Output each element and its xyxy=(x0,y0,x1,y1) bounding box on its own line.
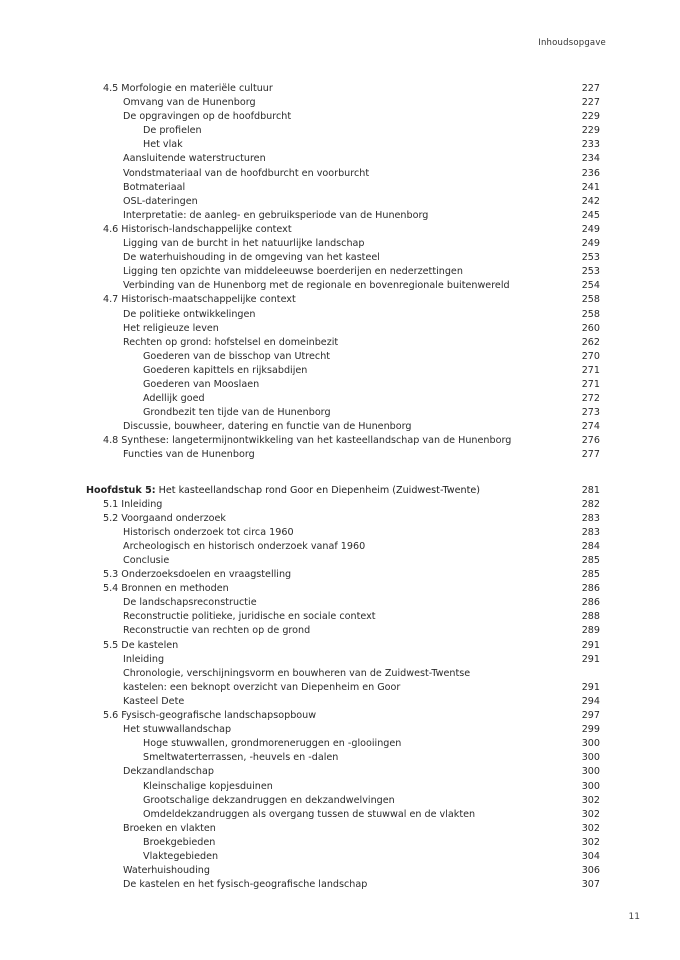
toc-entry-page: 276 xyxy=(581,435,600,447)
toc-entry xyxy=(86,181,600,195)
toc-entry-page: 229 xyxy=(581,125,600,137)
toc-entry-title: Vondstmateriaal van de hoofdburcht en voorburcht xyxy=(123,167,370,179)
toc-entry-page: 302 xyxy=(581,808,600,820)
toc-entry xyxy=(86,434,600,448)
toc-entry xyxy=(86,420,600,434)
toc-entry-title: Het stuwwallandschap xyxy=(123,724,232,736)
toc-entry-page: 283 xyxy=(581,526,600,538)
toc-entry xyxy=(86,526,600,540)
toc-entry-page: 299 xyxy=(581,724,600,736)
toc-entry-title: Grootschalige dekzandruggen en dekzandwelvingen xyxy=(143,794,395,806)
toc-section-chapter-5 xyxy=(86,498,600,893)
toc-entry xyxy=(86,209,600,223)
chapter-page: 281 xyxy=(581,484,600,496)
toc-entry-title: Goederen van de bisschop van Utrecht xyxy=(143,350,331,362)
toc-entry-page: 300 xyxy=(581,752,600,764)
toc-entry-page: 274 xyxy=(581,421,600,433)
toc-entry-page: 227 xyxy=(581,97,600,109)
toc-entry-page: 229 xyxy=(581,111,600,123)
toc-entry xyxy=(86,392,600,406)
toc-entry-title: Aansluitende waterstructuren xyxy=(123,153,266,165)
toc-entry-title: Broekgebieden xyxy=(143,836,216,848)
toc-entry-title: Het religieuze leven xyxy=(123,322,219,334)
toc-entry-title: Goederen kapittels en rijksabdijen xyxy=(143,364,308,376)
toc-entry xyxy=(86,96,600,110)
toc-entry xyxy=(86,723,600,737)
toc-entry-title: Goederen van Mooslaen xyxy=(143,378,260,390)
toc-entry-title: 5.4 Bronnen en methoden xyxy=(103,583,229,595)
toc-entry-page: 258 xyxy=(581,294,600,306)
chapter-title-line xyxy=(86,484,600,498)
toc-entry-title: Reconstructie politieke, juridische en sociale context xyxy=(123,611,376,623)
chapter-gap xyxy=(86,463,600,484)
toc-entry xyxy=(86,322,600,336)
toc-entry-page: 273 xyxy=(581,407,600,419)
toc-entry-title: Broeken en vlakten xyxy=(123,822,216,834)
toc-entry-title: Functies van de Hunenborg xyxy=(123,449,255,461)
toc-entry xyxy=(86,152,600,166)
toc-entry-title: Botmateriaal xyxy=(123,181,186,193)
toc-entry-page: 291 xyxy=(581,681,600,693)
toc-entry-title: Omdeldekzandruggen als overgang tussen de stuwwal en de vlakten xyxy=(143,808,476,820)
toc-entry-page: 241 xyxy=(581,181,600,193)
toc-entry-page: 307 xyxy=(581,879,600,891)
toc-entry-title: kastelen: een beknopt overzicht van Diepenheim en Goor xyxy=(123,681,401,693)
toc-entry xyxy=(86,681,600,695)
toc-entry xyxy=(86,667,600,681)
toc-entry-page: 234 xyxy=(581,153,600,165)
toc-entry xyxy=(86,237,600,251)
toc-entry xyxy=(86,794,600,808)
toc-entry xyxy=(86,223,600,237)
toc-entry xyxy=(86,498,600,512)
toc-entry-title: Discussie, bouwheer, datering en functie van de Hunenborg xyxy=(123,421,412,433)
toc-entry-title: 5.5 De kastelen xyxy=(103,639,179,651)
toc-entry xyxy=(86,596,600,610)
toc-entry-title: Dekzandlandschap xyxy=(123,766,214,778)
table-of-contents xyxy=(86,82,600,892)
toc-entry xyxy=(86,653,600,667)
toc-entry-page: 302 xyxy=(581,836,600,848)
toc-entry-title: Interpretatie: de aanleg- en gebruiksperiode van de Hunenborg xyxy=(123,209,429,221)
toc-entry-page: 286 xyxy=(581,597,600,609)
toc-entry-page: 282 xyxy=(581,498,600,510)
toc-entry-title: 5.1 Inleiding xyxy=(103,498,163,510)
toc-entry xyxy=(86,265,600,279)
toc-entry xyxy=(86,582,600,596)
toc-entry xyxy=(86,279,600,293)
toc-entry-page: 285 xyxy=(581,569,600,581)
toc-entry-title: Verbinding van de Hunenborg met de regionale en bovenregionale buitenwereld xyxy=(123,280,510,292)
toc-entry xyxy=(86,138,600,152)
toc-entry-page: 297 xyxy=(581,710,600,722)
toc-entry-title: De opgravingen op de hoofdburcht xyxy=(123,111,292,123)
toc-entry xyxy=(86,568,600,582)
toc-entry-title: De kastelen en het fysisch-geografische landschap xyxy=(123,879,368,891)
toc-entry-page: 249 xyxy=(581,223,600,235)
toc-entry-page: 270 xyxy=(581,350,600,362)
toc-entry-page: 253 xyxy=(581,252,600,264)
toc-entry-page: 302 xyxy=(581,822,600,834)
toc-section-chapter-4 xyxy=(86,82,600,463)
toc-entry-page: 300 xyxy=(581,780,600,792)
toc-entry xyxy=(86,765,600,779)
toc-entry xyxy=(86,448,600,462)
chapter-title: Het kasteellandschap rond Goor en Diepenheim (Zuidwest-Twente) xyxy=(155,484,481,496)
toc-entry-title: Historisch onderzoek tot circa 1960 xyxy=(123,526,294,538)
toc-entry xyxy=(86,251,600,265)
toc-entry-page: 306 xyxy=(581,865,600,877)
page-number: 11 xyxy=(628,912,640,922)
toc-entry xyxy=(86,540,600,554)
toc-entry-title: De politieke ontwikkelingen xyxy=(123,308,256,320)
toc-entry xyxy=(86,336,600,350)
toc-entry-title: Vlaktegebieden xyxy=(143,850,219,862)
toc-entry xyxy=(86,110,600,124)
toc-entry-title: 4.6 Historisch-landschappelijke context xyxy=(103,223,292,235)
toc-entry-page: 284 xyxy=(581,540,600,552)
toc-entry xyxy=(86,624,600,638)
toc-entry-page: 288 xyxy=(581,611,600,623)
toc-entry xyxy=(86,808,600,822)
toc-entry-page: 285 xyxy=(581,555,600,566)
toc-entry xyxy=(86,406,600,420)
toc-entry-title: Archeologisch en historisch onderzoek vanaf 1960 xyxy=(123,540,366,552)
toc-entry xyxy=(86,864,600,878)
toc-entry-page: 286 xyxy=(581,583,600,595)
toc-entry-title: Reconstructie van rechten op de grond xyxy=(123,625,311,637)
toc-entry-page: 271 xyxy=(581,378,600,390)
toc-entry xyxy=(86,836,600,850)
toc-entry-title: OSL-dateringen xyxy=(123,195,198,207)
toc-entry xyxy=(86,822,600,836)
toc-entry-page: 236 xyxy=(581,167,600,179)
toc-entry-page: 283 xyxy=(581,512,600,524)
toc-entry-title: 4.5 Morfologie en materiële cultuur xyxy=(103,83,273,94)
toc-entry-page: 258 xyxy=(581,308,600,320)
toc-entry-title: 4.8 Synthese: langetermijnontwikkeling van het kasteellandschap van de Hunenborg xyxy=(103,435,512,447)
toc-entry xyxy=(86,364,600,378)
toc-entry-title: 5.2 Voorgaand onderzoek xyxy=(103,512,226,524)
toc-entry-title: De landschapsreconstructie xyxy=(123,597,257,609)
toc-entry-page: 277 xyxy=(581,449,600,461)
toc-entry-page: 291 xyxy=(581,653,600,665)
toc-entry xyxy=(86,350,600,364)
toc-entry xyxy=(86,293,600,307)
toc-entry-title: Omvang van de Hunenborg xyxy=(123,97,256,109)
toc-entry-page: 253 xyxy=(581,266,600,278)
toc-entry-title: De waterhuishouding in de omgeving van het kasteel xyxy=(123,252,380,264)
toc-entry xyxy=(86,124,600,138)
toc-entry xyxy=(86,195,600,209)
toc-entry-title: Ligging ten opzichte van middeleeuwse boerderijen en nederzettingen xyxy=(123,266,463,278)
toc-entry xyxy=(86,695,600,709)
toc-entry-title: Grondbezit ten tijde van de Hunenborg xyxy=(143,407,331,419)
toc-entry-title: Het vlak xyxy=(143,139,183,151)
toc-entry-title: Chronologie, verschijningsvorm en bouwheren van de Zuidwest-Twentse xyxy=(123,667,471,679)
toc-entry xyxy=(86,878,600,892)
toc-entry-page: 254 xyxy=(581,280,600,292)
toc-entry xyxy=(86,850,600,864)
toc-entry-page: 291 xyxy=(581,639,600,651)
chapter-prefix: Hoofdstuk 5: xyxy=(86,484,156,496)
toc-entry-page: 294 xyxy=(581,695,600,707)
toc-entry xyxy=(86,639,600,653)
toc-entry-title: Adellijk goed xyxy=(143,393,205,405)
toc-entry-title: Waterhuishouding xyxy=(123,865,210,877)
running-head: Inhoudsopgave xyxy=(538,38,606,48)
toc-entry-page: 260 xyxy=(581,322,600,334)
toc-entry-title: Smeltwaterterrassen, -heuvels en -dalen xyxy=(143,752,339,764)
toc-entry-title: 5.3 Onderzoeksdoelen en vraagstelling xyxy=(103,569,292,581)
toc-entry-page: 245 xyxy=(581,209,600,221)
toc-entry xyxy=(86,378,600,392)
toc-entry xyxy=(86,82,600,96)
toc-entry-title: Kleinschalige kopjesduinen xyxy=(143,780,273,792)
toc-entry-page: 300 xyxy=(581,738,600,750)
toc-entry xyxy=(86,308,600,322)
toc-entry xyxy=(86,610,600,624)
toc-entry-title: 5.6 Fysisch-geografische landschapsopbouw xyxy=(103,710,317,722)
toc-entry xyxy=(86,554,600,568)
toc-entry-title: 4.7 Historisch-maatschappelijke context xyxy=(103,294,296,306)
toc-entry-page: 271 xyxy=(581,364,600,376)
toc-entry-page: 304 xyxy=(581,850,600,862)
toc-entry-page: 233 xyxy=(581,139,600,151)
toc-entry xyxy=(86,780,600,794)
toc-entry xyxy=(86,709,600,723)
toc-entry-page: 262 xyxy=(581,336,600,348)
toc-entry-title: Conclusie xyxy=(123,555,170,566)
toc-entry-title: Inleiding xyxy=(123,653,165,665)
toc-entry-page: 300 xyxy=(581,766,600,778)
toc-entry-page: 302 xyxy=(581,794,600,806)
toc-entry-title: Rechten op grond: hofstelsel en domeinbezit xyxy=(123,336,339,348)
toc-entry xyxy=(86,167,600,181)
toc-entry-title: De profielen xyxy=(143,125,202,137)
toc-entry xyxy=(86,512,600,526)
toc-entry-title: Kasteel Dete xyxy=(123,695,185,707)
toc-entry-title: Hoge stuwwallen, grondmoreneruggen en -glooiingen xyxy=(143,738,402,750)
toc-entry xyxy=(86,737,600,751)
toc-entry-page: 227 xyxy=(581,83,600,94)
toc-entry xyxy=(86,751,600,765)
toc-entry-page: 272 xyxy=(581,393,600,405)
toc-entry-page: 242 xyxy=(581,195,600,207)
toc-entry-page: 249 xyxy=(581,238,600,250)
toc-entry-title: Ligging van de burcht in het natuurlijke landschap xyxy=(123,238,365,250)
toc-chapter-heading xyxy=(86,484,600,498)
toc-entry-page: 289 xyxy=(581,625,600,637)
